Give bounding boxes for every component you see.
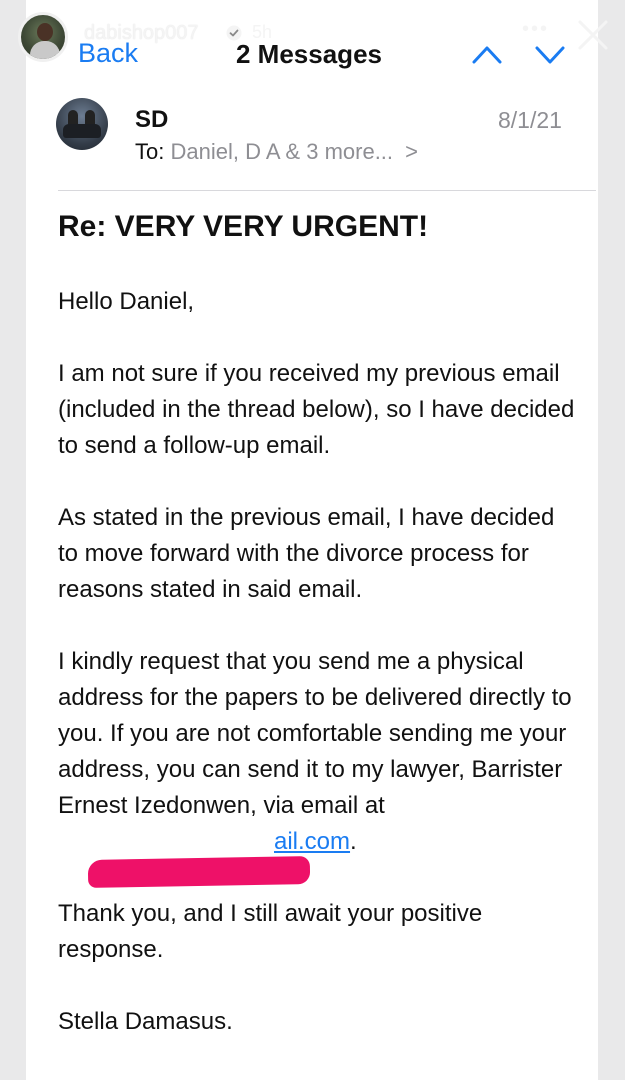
email-date: 8/1/21 [498,107,562,133]
avatar-car [63,124,101,138]
body-paragraph: As stated in the previous email, I have decided to move forward with the divorce process for reasons stated in said email. [58,504,555,603]
email-subject: Re: VERY VERY URGENT! [58,210,429,243]
story-time: 5h [252,22,273,42]
divider [58,190,596,191]
sender-avatar[interactable] [56,98,108,150]
paragraph-end: . [350,828,357,855]
sender-name: SD [135,106,169,133]
recipient-names: Daniel, D A & 3 more... [170,139,394,164]
signature: Stella Damasus. [58,1008,233,1035]
body-paragraph: I am not sure if you received my previous email (included in the thread below), so I have decided to send a follow-up email. [58,360,575,459]
back-button[interactable]: Back [78,38,139,68]
mail-nav-bar [0,0,625,90]
nav-title: 2 Messages [236,39,382,69]
more-dots-icon[interactable]: ••• [522,18,550,40]
chevron-up-icon[interactable] [470,42,504,66]
story-username[interactable]: dabishop007 [84,22,199,44]
chevron-right-icon: > [405,139,419,164]
body-paragraph [58,644,578,860]
chevron-down-icon[interactable] [533,42,567,66]
email-body [58,284,578,1076]
redaction-mark [88,856,310,888]
body-paragraph: Thank you, and I still await your positive response. [58,900,483,963]
email-link[interactable] [58,824,350,860]
recipients-line[interactable] [135,139,418,165]
to-label: To: [135,139,165,164]
greeting: Hello Daniel, [58,288,195,315]
email-link-text[interactable]: ail.com [274,828,351,855]
paragraph-text: I kindly request that you send me a physical address for the papers to be delivered directly to you. If you are not comfortable sending me your address, you can send it to my lawyer, Barrister Ernest Izedonwen, via email at [58,648,572,819]
